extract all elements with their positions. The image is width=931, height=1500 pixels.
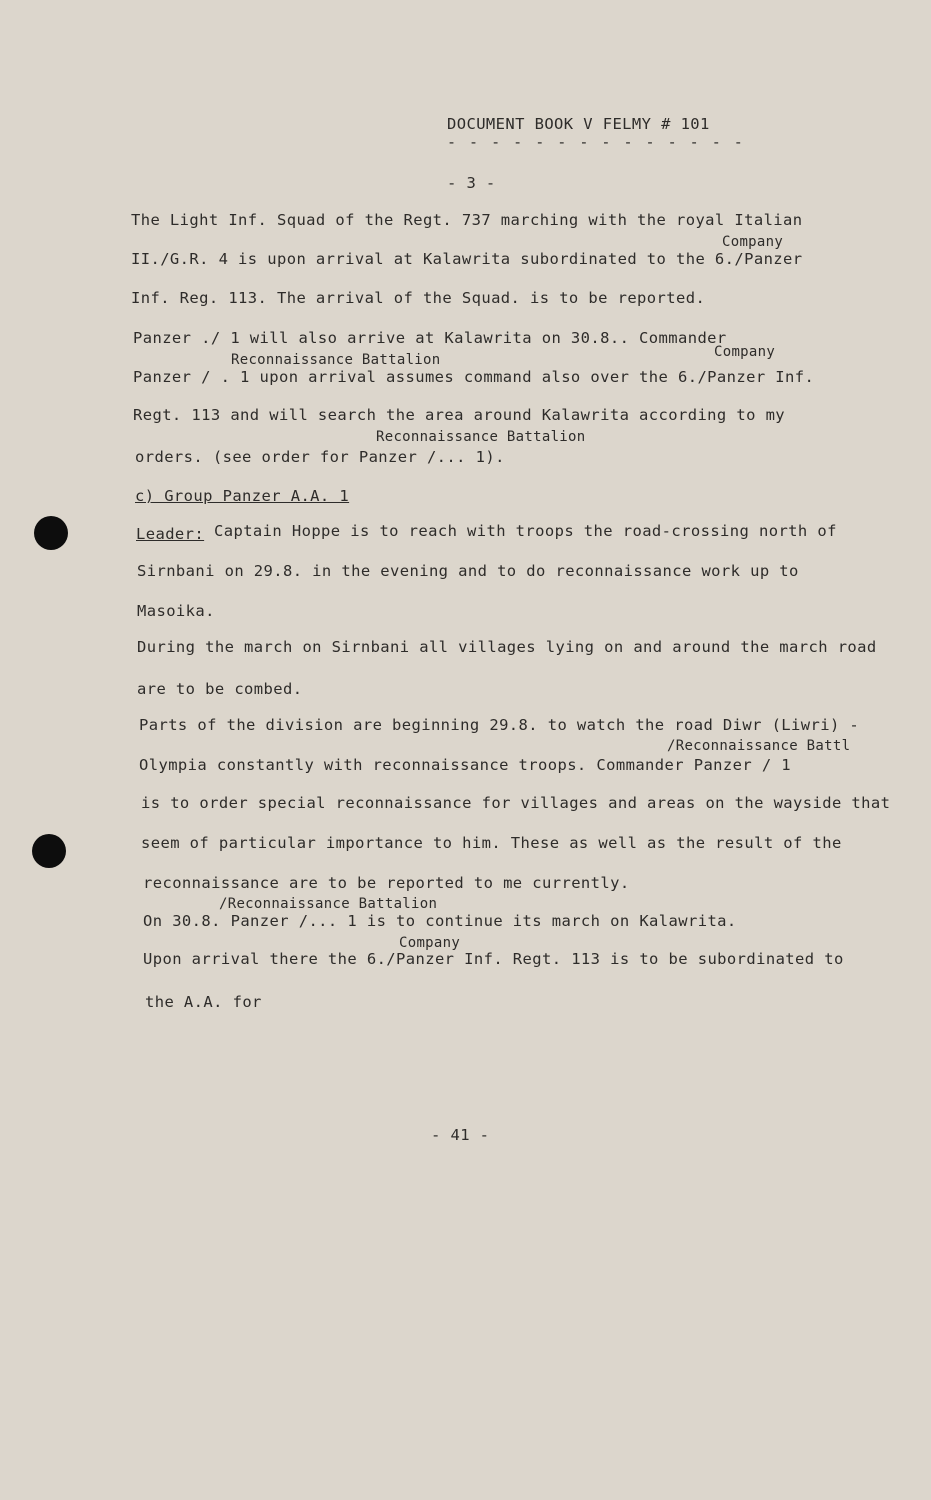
document-title: DOCUMENT BOOK V FELMY # 101 [447, 115, 710, 133]
line-2-interlinear: Company [722, 234, 784, 250]
line-5-interlinear-a: Reconnaissance Battalion [231, 352, 441, 368]
line-16: seem of particular importance to him. These as well as the result of the [141, 834, 842, 852]
line-11: During the march on Sirnbani all villages lying on and around the march road [137, 638, 877, 656]
line-14: Olympia constantly with reconnaissance troops. Commander Panzer / 1 [139, 756, 792, 774]
line-2: II./G.R. 4 is upon arrival at Kalawrita subordinated to the 6./Panzer [131, 250, 803, 268]
leader-label: Leader: [136, 525, 205, 543]
punch-hole-top [34, 516, 68, 550]
line-1: The Light Inf. Squad of the Regt. 737 marching with the royal Italian [131, 211, 803, 229]
line-12: are to be combed. [137, 680, 303, 698]
line-6: Regt. 113 and will search the area around Kalawrita according to my [133, 406, 786, 424]
page-number: - 41 - [431, 1126, 490, 1144]
line-20: the A.A. for [145, 993, 262, 1011]
page-marker: - 3 - [447, 174, 496, 192]
line-7-interlinear: Reconnaissance Battalion [376, 429, 586, 445]
section-c-heading: c) Group Panzer A.A. 1 [135, 487, 350, 505]
line-19: Upon arrival there the 6./Panzer Inf. Regt. 113 is to be subordinated to [143, 950, 844, 968]
line-13: Parts of the division are beginning 29.8. to watch the road Diwr (Liwri) - [139, 716, 860, 734]
line-5-interlinear-b: Company [714, 344, 776, 360]
line-3: Inf. Reg. 113. The arrival of the Squad. is to be reported. [131, 289, 706, 307]
line-18-interlinear: /Reconnaissance Battalion [219, 896, 438, 912]
line-17: reconnaissance are to be reported to me currently. [143, 874, 630, 892]
line-9: Sirnbani on 29.8. in the evening and to do reconnaissance work up to [137, 562, 799, 580]
line-15: is to order special reconnaissance for villages and areas on the wayside that [141, 794, 891, 812]
line-5: Panzer / . 1 upon arrival assumes command also over the 6./Panzer Inf. [133, 368, 815, 386]
line-8: Captain Hoppe is to reach with troops the road-crossing north of [214, 522, 837, 540]
punch-hole-bottom [32, 834, 66, 868]
title-rule: - - - - - - - - - - - - - - [447, 133, 745, 151]
line-19-interlinear: Company [399, 935, 461, 951]
line-10: Masoika. [137, 602, 215, 620]
line-18: On 30.8. Panzer /... 1 is to continue its march on Kalawrita. [143, 912, 737, 930]
line-7: orders. (see order for Panzer /... 1). [135, 448, 505, 466]
line-14-interlinear: /Reconnaissance Battl [667, 738, 851, 754]
line-4: Panzer ./ 1 will also arrive at Kalawrita on 30.8.. Commander [133, 329, 727, 347]
